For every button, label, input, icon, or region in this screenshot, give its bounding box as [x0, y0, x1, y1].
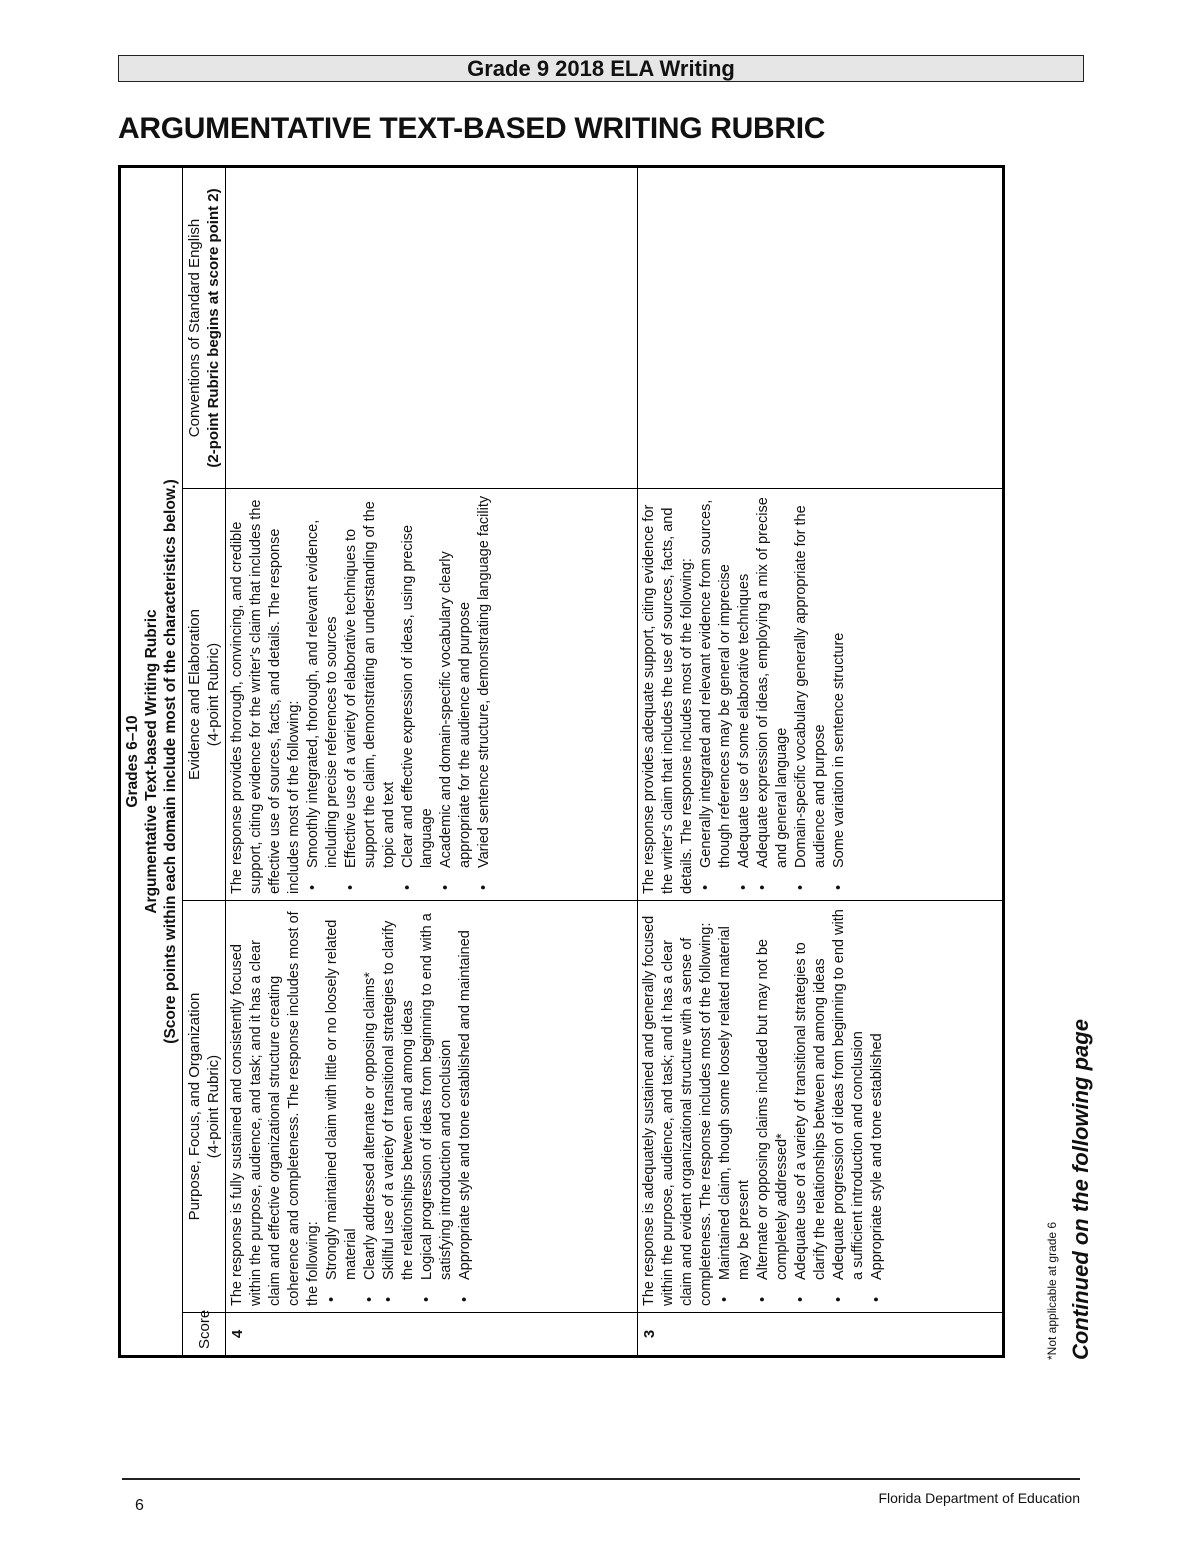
- evidence-header-sub: (4-point Rubric): [205, 642, 222, 747]
- purpose-description: The response is fully sustained and consistently focused within the purpose, audience, and task; and it has a clear claim and effective organizational structure creating coherence and completeness. The response includes most of the following:: [229, 911, 321, 1306]
- grade-banner: Grade 9 2018 ELA Writing: [118, 55, 1084, 82]
- rubric-heading-note: (Score points within each domain include most of the characteristics below.): [162, 479, 179, 1044]
- rubric-heading-name: Argumentative Text-based Writing Rubric: [143, 609, 160, 914]
- column-header-purpose: [183, 901, 226, 1313]
- list-item: • Generally integrated and relevant evidence from sources, though references may be general or imprecise: [697, 495, 735, 868]
- list-item: • Alternate or opposing claims included but may not be completely addressed*: [754, 907, 792, 1280]
- rubric-heading: [120, 166, 183, 1356]
- list-item: • Domain-specific vocabulary generally appropriate for the audience and purpose: [792, 495, 830, 868]
- list-item: • Appropriate style and tone established and maintained: [456, 907, 475, 1280]
- table-row: [638, 166, 1004, 1356]
- purpose-description: The response is adequately sustained and generally focused within the purpose, audience, and task; and it has a clear claim and evident organizational structure with a sense of completeness. The response includes most of the following:: [641, 915, 714, 1306]
- evidence-cell: [226, 489, 638, 901]
- rubric-table: [118, 165, 1005, 1358]
- page-title: ARGUMENTATIVE TEXT-BASED WRITING RUBRIC: [118, 112, 826, 145]
- evidence-bullet-list: [304, 495, 494, 894]
- table-row: [226, 166, 638, 1356]
- rubric-heading-grades: Grades 6–10: [124, 715, 141, 808]
- footnote: *Not applicable at grade 6: [1045, 1221, 1059, 1360]
- list-item: • Adequate use of some elaborative techniques: [735, 495, 754, 868]
- list-item: • Effective use of a variety of elaborative techniques to support the claim, demonstrating an understanding of the topic and text: [342, 495, 399, 868]
- column-header-evidence: [183, 489, 226, 901]
- evidence-cell: [638, 489, 1004, 901]
- page-number: 6: [135, 1497, 144, 1514]
- purpose-cell: [226, 901, 638, 1313]
- list-item: • Adequate use of a variety of transitional strategies to clarify the relationships between and among ideas: [792, 907, 830, 1280]
- list-item: • Appropriate style and tone established: [868, 907, 887, 1280]
- footer-organization: Florida Department of Education: [878, 1490, 1080, 1506]
- footer-divider: [122, 1478, 1080, 1480]
- score-value: 4: [226, 1313, 638, 1357]
- list-item: • Some variation in sentence structure: [830, 495, 849, 868]
- conventions-header-sub: (2-point Rubric begins at score point 2): [205, 188, 222, 468]
- score-header-label: Score: [195, 1309, 213, 1349]
- list-item: • Clear and effective expression of ideas, using precise language: [399, 495, 437, 868]
- evidence-header-title: Evidence and Elaboration: [186, 609, 203, 780]
- list-item: • Clearly addressed alternate or opposing claims*: [361, 907, 380, 1280]
- purpose-header-sub: (4-point Rubric): [205, 1054, 222, 1159]
- list-item: • Logical progression of ideas from beginning to end with a satisfying introduction and conclusion: [418, 907, 456, 1280]
- rotated-rubric-region: [118, 168, 1022, 1358]
- score-value: 3: [638, 1313, 1004, 1357]
- evidence-description: The response provides thorough, convincing, and credible support, citing evidence for the writer's claim that includes the effective use of sources, facts, and details. The response includes most of the following:: [229, 499, 302, 894]
- column-header-conventions: [183, 166, 226, 488]
- list-item: • Smoothly integrated, thorough, and relevant evidence, including precise references to sources: [304, 495, 342, 868]
- list-item: • Adequate expression of ideas, employing a mix of precise and general language: [754, 495, 792, 868]
- continued-notice: Continued on the following page: [1068, 1019, 1093, 1360]
- purpose-cell: [638, 901, 1004, 1313]
- column-header-score: [183, 1309, 226, 1357]
- conventions-cell: [638, 166, 1004, 488]
- evidence-description: The response provides adequate support, citing evidence for the writer's claim that includes the use of sources, facts, and details. The response includes most of the following:: [641, 504, 695, 894]
- conventions-header-title: Conventions of Standard English: [186, 218, 203, 438]
- list-item: • Varied sentence structure, demonstrating language facility: [475, 495, 494, 868]
- list-item: • Strongly maintained claim with little or no loosely related material: [323, 907, 361, 1280]
- evidence-bullet-list: [697, 495, 849, 894]
- list-item: • Maintained claim, though some loosely related material may be present: [716, 907, 754, 1280]
- list-item: • Adequate progression of ideas from beginning to end with a sufficient introduction and conclusion: [830, 907, 868, 1280]
- purpose-bullet-list: [716, 907, 887, 1306]
- list-item: • Skillful use of a variety of transitional strategies to clarify the relationships between and among ideas: [380, 907, 418, 1280]
- purpose-bullet-list: [323, 907, 475, 1306]
- purpose-header-title: Purpose, Focus, and Organization: [186, 992, 203, 1221]
- list-item: • Academic and domain-specific vocabulary clearly appropriate for the audience and purpose: [437, 495, 475, 868]
- conventions-cell: [226, 166, 638, 488]
